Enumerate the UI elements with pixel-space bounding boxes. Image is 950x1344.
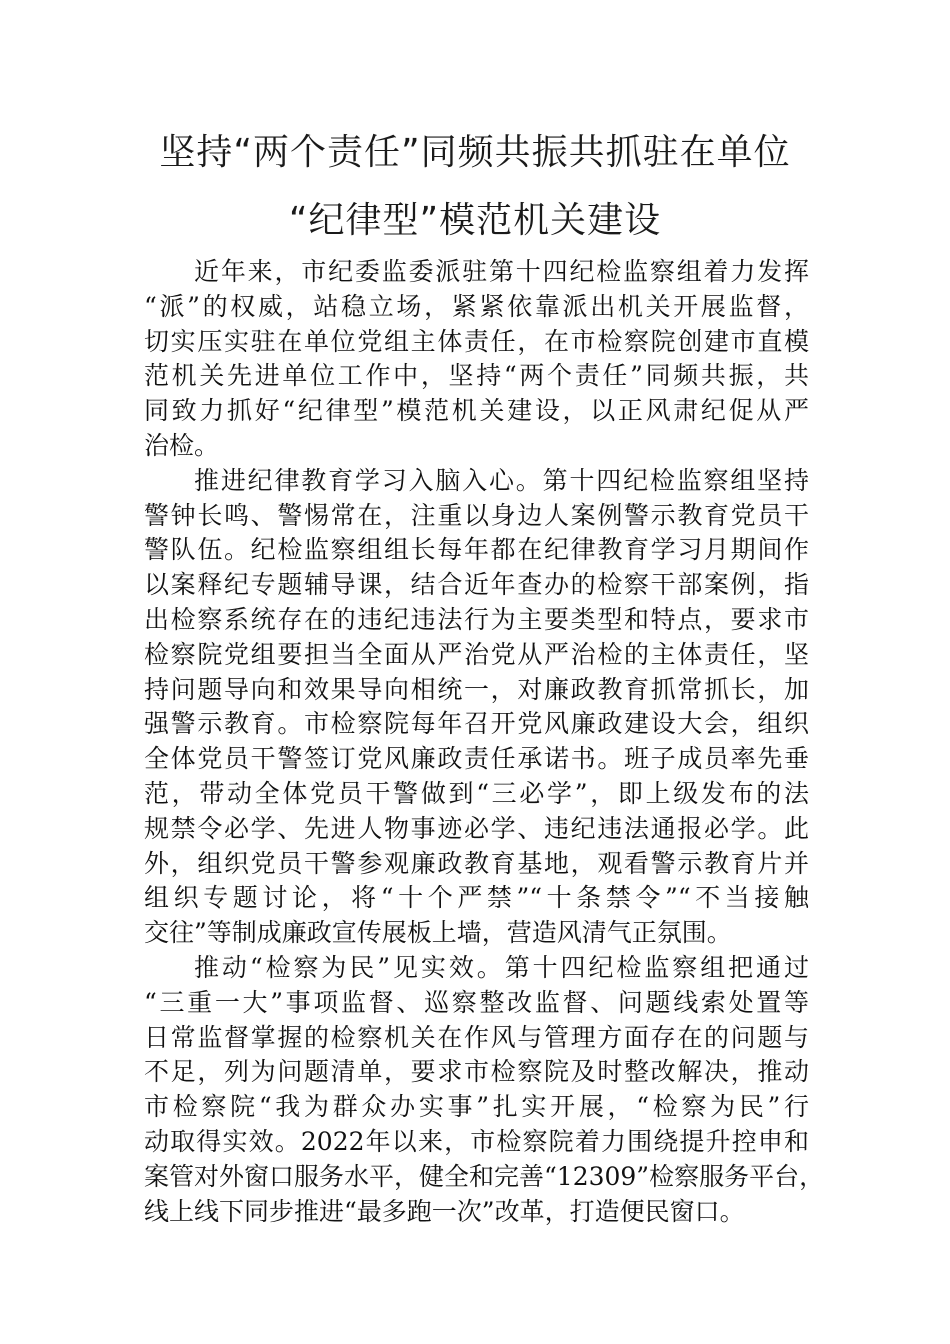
body-line: 同致力抓好“纪律型”模范机关建设，以正风肃纪促从严 (144, 396, 809, 426)
body-line: 切实压实驻在单位党组主体责任，在市检察院创建市直模 (144, 326, 809, 356)
body-line: 治检。 (144, 430, 220, 460)
body-line: 案管对外窗口服务水平，健全和完善“12309”检察服务平台， (144, 1161, 825, 1191)
body-line: “派”的权威，站稳立场，紧紧依靠派出机关开展监督， (144, 291, 809, 321)
body-line: 组织专题讨论，将“十个严禁”“十条禁令”“不当接触 (144, 883, 809, 913)
body-line: 不足，列为问题清单，要求市检察院及时整改解决，推动 (144, 1057, 809, 1087)
body-line: 范，带动全体党员干警做到“三必学”，即上级发布的法 (144, 778, 809, 808)
body-line: 推动“检察为民”见实效。第十四纪检监察组把通过 (194, 952, 809, 982)
body-line: 外，组织党员干警参观廉政教育基地，观看警示教育片并 (144, 848, 809, 878)
body-line: 线上线下同步推进“最多跑一次”改革，打造便民窗口。 (144, 1196, 745, 1226)
body-line: 警钟长鸣、警惕常在，注重以身边人案例警示教育党员干 (144, 500, 809, 530)
body-line: 警队伍。纪检监察组组长每年都在纪律教育学习月期间作 (144, 535, 809, 565)
body-line: “三重一大”事项监督、巡察整改监督、问题线索处置等 (144, 987, 809, 1017)
body-line: 持问题导向和效果导向相统一，对廉政教育抓常抓长，加 (144, 674, 809, 704)
body-line: 全体党员干警签订党风廉政责任承诺书。班子成员率先垂 (144, 744, 809, 774)
body-line: 交往”等制成廉政宣传展板上墙，营造风清气正氛围。 (144, 918, 732, 948)
body-line: 以案释纪专题辅导课，结合近年查办的检察干部案例，指 (144, 570, 809, 600)
body-line: 规禁令必学、先进人物事迹必学、违纪违法通报必学。此 (144, 813, 809, 843)
document-title-line-1: 坚持“两个责任”同频共振共抓驻在单位 (159, 132, 791, 173)
body-line: 范机关先进单位工作中，坚持“两个责任”同频共振，共 (144, 361, 809, 391)
body-line: 出检察系统存在的违纪违法行为主要类型和特点，要求市 (144, 604, 809, 634)
body-line: 近年来，市纪委监委派驻第十四纪检监察组着力发挥 (194, 257, 809, 286)
document-title-line-2: “纪律型”模范机关建设 (288, 200, 662, 241)
body-line: 检察院党组要担当全面从严治党从严治检的主体责任，坚 (144, 639, 809, 669)
document-body (144, 255, 825, 1229)
body-line: 强警示教育。市检察院每年召开党风廉政建设大会，组织 (144, 709, 809, 739)
body-line: 市检察院“我为群众办实事”扎实开展，“检察为民”行 (144, 1092, 809, 1122)
body-line: 动取得实效。2022年以来，市检察院着力围绕提升控申和 (144, 1126, 809, 1156)
body-line: 日常监督掌握的检察机关在作风与管理方面存在的问题与 (144, 1022, 809, 1052)
body-line: 推进纪律教育学习入脑入心。第十四纪检监察组坚持 (194, 465, 809, 495)
